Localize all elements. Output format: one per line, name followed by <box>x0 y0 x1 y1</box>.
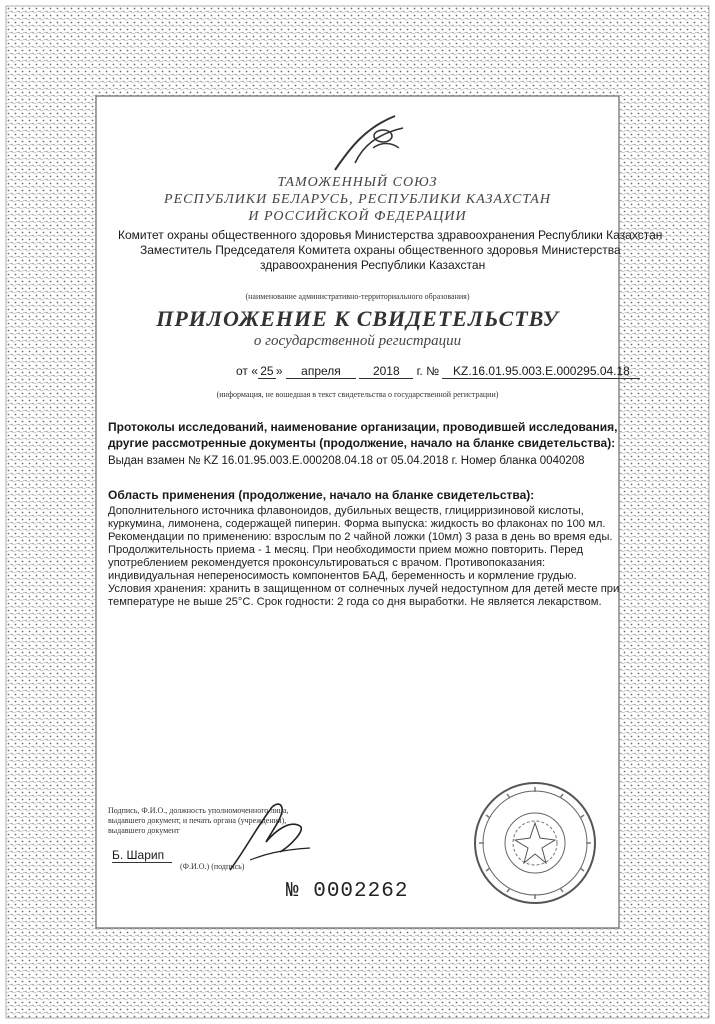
date-prefix: от « <box>236 364 258 378</box>
union-line-2: РЕСПУБЛИКИ БЕЛАРУСЬ, РЕСПУБЛИКИ КАЗАХСТАН <box>164 192 551 207</box>
blank-number <box>286 880 408 903</box>
committee-line-3: здравоохранения Республики Казахстан <box>260 258 486 272</box>
signature-caption-3: выдавшего документ <box>108 826 180 835</box>
union-line-1: ТАМОЖЕННЫЙ СОЮЗ <box>277 175 438 190</box>
date-year-suffix: г. <box>416 364 423 378</box>
protocols-text: Выдан взамен № KZ 16.01.95.003.Е.000208.04.18 от 05.04.2018 г. Номер бланка 0040208 <box>108 455 585 467</box>
scope-line: индивидуальная непереносимость компонентов БАД, беременность и кормление грудью. <box>108 570 577 582</box>
scope-line: Продолжительность приема - 1 месяц. При необходимости прием можно повторить. Перед <box>108 544 584 556</box>
date-month: апреля <box>286 364 356 379</box>
blank-number-value: 0002262 <box>313 880 409 903</box>
scope-line: куркумина, лимонена, содержащей пиперин. Форма выпуска: жидкость во флаконах по 100 мл. <box>108 518 606 530</box>
official-stamp-icon <box>470 778 600 908</box>
scope-line: Условия хранения: хранить в защищенном от солнечных лучей недоступном для детей месте при <box>108 583 620 595</box>
protocols-heading-2: другие рассмотренные документы (продолжение, начало на бланке свидетельства): <box>108 436 616 450</box>
date-day: 25 <box>258 364 276 379</box>
signatory-name-text: Б. Шарип <box>112 848 172 863</box>
org-caption: (наименование административно-территориального образования) <box>245 292 470 301</box>
committee-line-1: Комитет охраны общественного здоровья Министерства здравоохранения Республики Казахстан <box>118 228 663 242</box>
page-title: ПРИЛОЖЕНИЕ К СВИДЕТЕЛЬСТВУ <box>156 306 559 331</box>
number-label: № <box>426 364 440 378</box>
protocols-heading-1: Протоколы исследований, наименование организации, проводившей исследования, <box>108 420 618 434</box>
blank-number-label: № <box>286 880 300 903</box>
scope-heading: Область применения (продолжение, начало на бланке свидетельства): <box>108 488 535 502</box>
date-caption: (информация, не вошедшая в текст свидетельства о государственной регистрации) <box>216 390 499 399</box>
fio-caption: (Ф.И.О.) (подпись) <box>180 862 245 871</box>
date-line <box>236 364 640 379</box>
signature-caption-2: выдавшего документ, и печать органа (учреждения), <box>108 816 287 825</box>
date-year: 2018 <box>359 364 413 379</box>
signatory-name <box>112 848 172 863</box>
scope-line: Рекомендации по применению: взрослым по 2 чайной ложки (10мл) 3 раза в день во время еды. <box>108 531 613 543</box>
scope-line: употреблением рекомендуется проконсультироваться с врачом. Противопоказания: <box>108 557 546 569</box>
date-close: » <box>275 364 283 378</box>
certificate-number: KZ.16.01.95.003.Е.000295.04.18 <box>442 364 640 379</box>
union-line-3: И РОССИЙСКОЙ ФЕДЕРАЦИИ <box>248 209 467 224</box>
union-emblem-icon <box>325 108 415 178</box>
signature-caption-1: Подпись, Ф.И.О., должность уполномоченного лица, <box>108 806 289 815</box>
scope-line: температуре не выше 25°С. Срок годности: 2 года со дня выработки. Не является лекарством. <box>108 596 602 608</box>
committee-line-2: Заместитель Председателя Комитета охраны общественного здоровья Министерства <box>140 243 621 257</box>
scope-line: Дополнительного источника флавоноидов, дубильных веществ, глицирризиновой кислоты, <box>108 505 584 517</box>
page-subtitle: о государственной регистрации <box>253 333 462 349</box>
